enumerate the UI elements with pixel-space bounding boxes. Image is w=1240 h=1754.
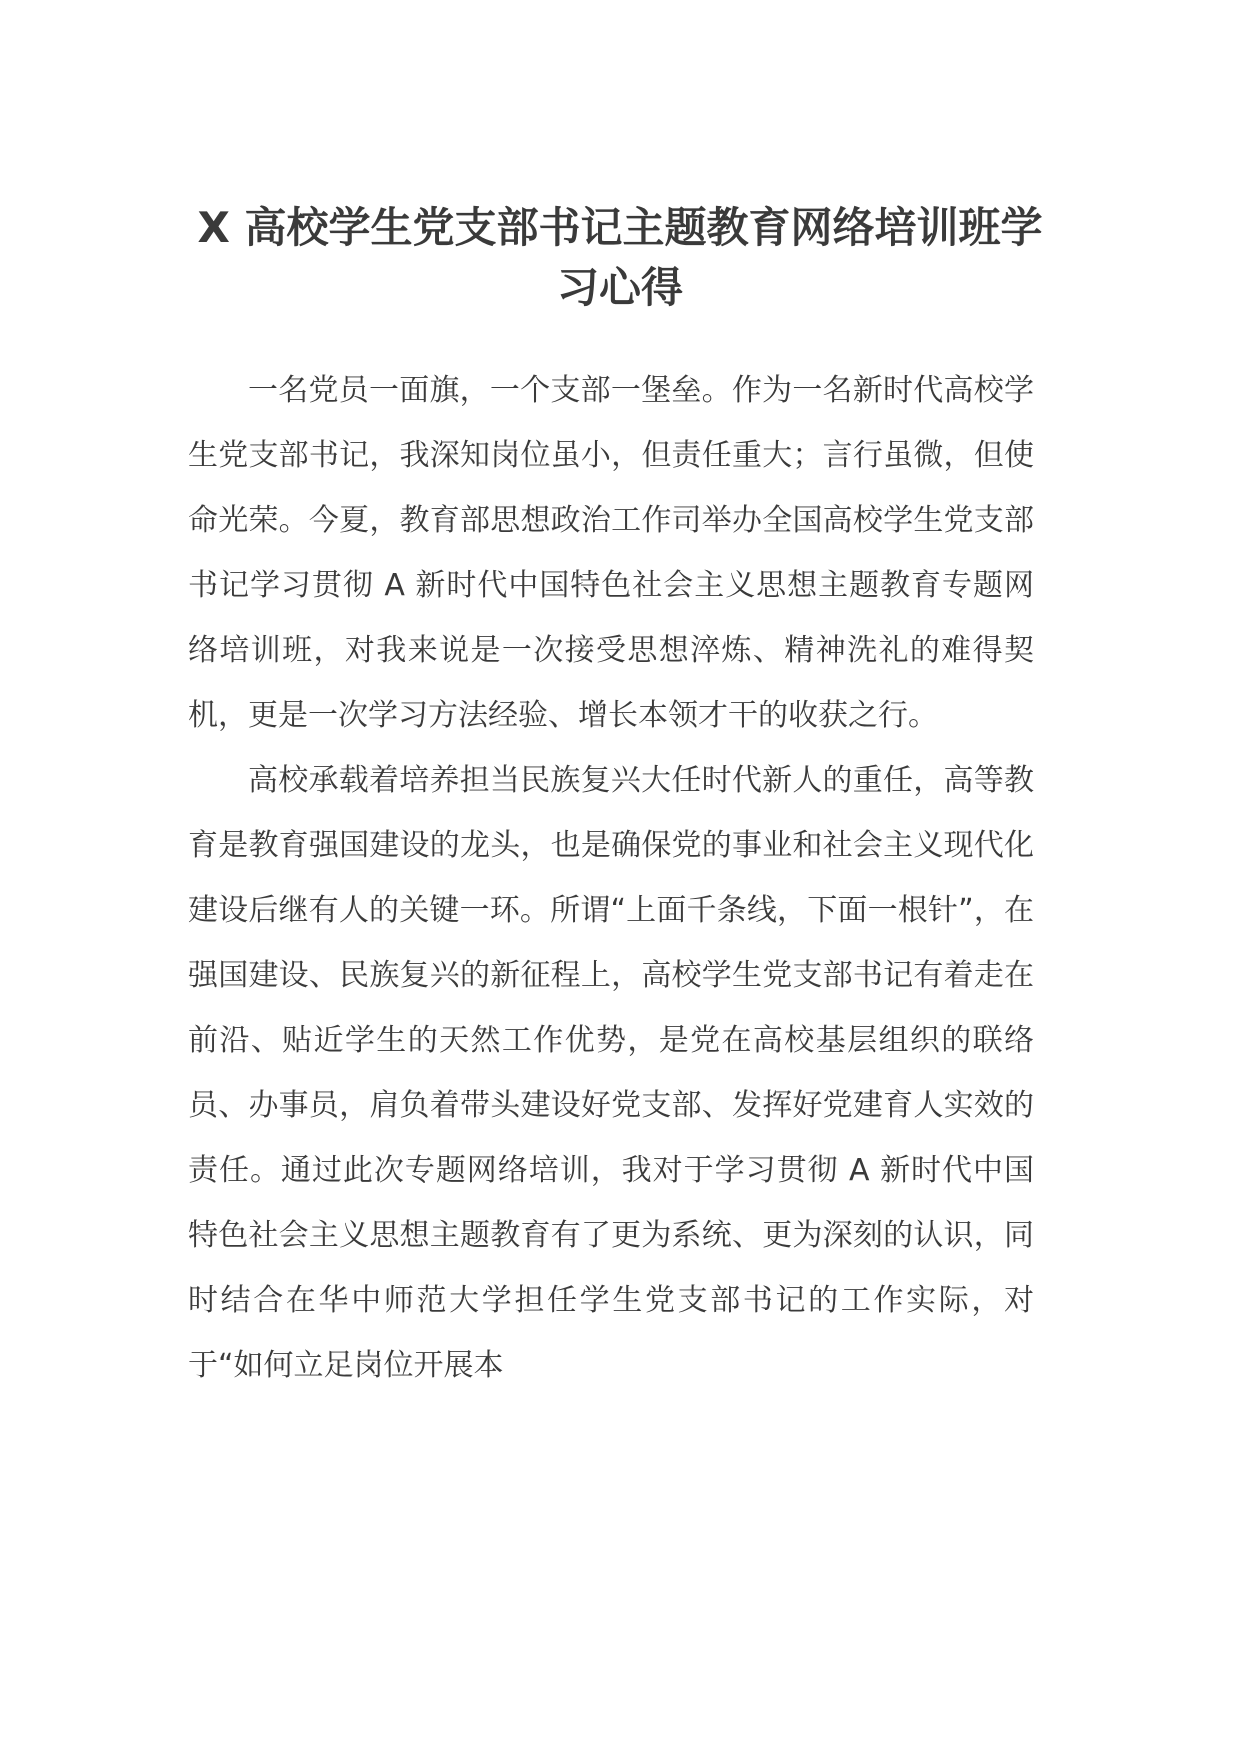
- document-title: X 高校学生党支部书记主题教育网络培训班学习心得: [197, 203, 1043, 312]
- paragraph-2: 高校承载着培养担当民族复兴大任时代新人的重任，高等教育是教育强国建设的龙头，也是确保党的事业和社会主义现代化建设后继有人的关键一环。所谓“上面千条线，下面一根针”，在强国建设、民族复兴的新征程上，高校学生党支部书记有着走在前沿、贴近学生的天然工作优势，是党在高校基层组织的联络员、办事员，肩负着带头建设好党支部、发挥好党建育人实效的责任。通过此次专题网络培训，我对于学习贯彻 A 新时代中国特色社会主义思想主题教育有了更为系统、更为深刻的认识，同时结合在华中师范大学担任学生党支部书记的工作实际，对于“如何立足岗位开展本: [188, 763, 1034, 1383]
- document-body: [188, 358, 1034, 1398]
- paragraph-1: 一名党员一面旗，一个支部一堡垒。作为一名新时代高校学生党支部书记，我深知岗位虽小，但责任重大；言行虽微，但使命光荣。今夏，教育部思想政治工作司举办全国高校学生党支部书记学习贯彻 A 新时代中国特色社会主义思想主题教育专题网络培训班，对我来说是一次接受思想淬炼、精神洗礼的难得契机，更是一次学习方法经验、增长本领才干的收获之行。: [188, 373, 1034, 733]
